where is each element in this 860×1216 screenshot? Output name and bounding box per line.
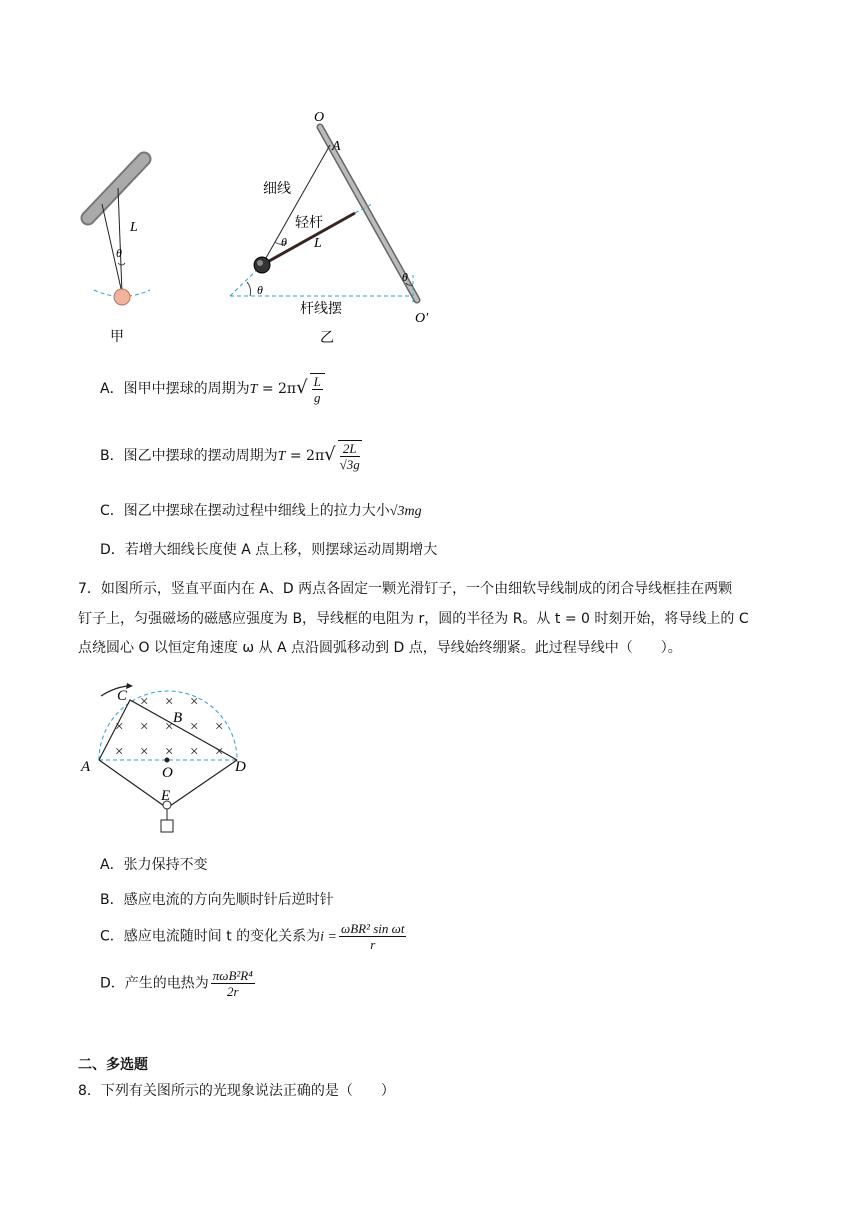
rod [88,159,144,218]
q6-option-d: D．若增大细线长度使 A 点上移，则摆球运动周期增大 [100,542,438,558]
pendulum-ball [114,289,130,305]
cross: × [190,744,199,760]
caption-jia: 甲 [110,329,124,345]
q7-option-b: B．感应电流的方向先顺时针后逆时针 [100,892,334,908]
cross: × [140,719,149,735]
figure-jia [70,145,170,350]
label-theta-1: θ [281,235,287,249]
cross: × [165,694,174,710]
label-O-q7: O [162,765,173,781]
label-C: C [117,688,128,704]
cross: × [115,719,124,735]
q8-stem: 8．下列有关图所示的光现象说法正确的是（ ） [78,1083,395,1099]
magnetic-field-crosses [115,694,223,760]
cross: × [190,719,199,735]
q7-stem-line2: 钉子上，匀强磁场的磁感应强度为 B，导线框的电阻为 r，圆的半径为 R。从 t = 0 时刻开始，将导线上的 C [78,611,749,627]
label-B: B [173,710,183,726]
cross: × [215,719,224,735]
q7-option-a: A．张力保持不变 [100,857,208,873]
cross: × [140,694,149,710]
caption-yi: 乙 [320,330,334,346]
label-O: O [314,110,325,125]
cross: × [190,694,199,710]
q7-stem-line3: 点绕圆心 O 以恒定角速度 ω 从 A 点沿圆弧移动到 D 点，导线始终绷紧。此过程导线中（ ）。 [78,640,682,656]
cross: × [165,744,174,760]
cross: × [215,744,224,760]
label-L: L [130,220,138,235]
q6-option-c: C．图乙中摆球在摆动过程中细线上的拉力大小√3mg [100,503,422,519]
label-O-prime: O′ [415,311,429,326]
q6-option-b: B．图乙中摆球的摆动周期为T = 2π√ $\frac{2L}{√3g}$ [100,441,360,472]
figure-yi [225,105,450,350]
label-qinggan: 轻杆 [295,215,323,231]
cross: × [165,719,174,735]
q6-option-a: A．图甲中摆球的周期为T = 2π√ $\frac{L}{g}$ [100,373,327,405]
cross: × [140,744,149,760]
label-theta-2: θ [257,283,263,297]
weight-block [161,820,173,832]
label-D-q7: D [235,759,246,775]
label-L-yi: L [314,236,322,251]
q7-stem-line1: 7．如图所示，竖直平面内在 A、D 两点各固定一颗光滑钉子，一个由细软导线制成的闭合导线框挂在两颗 [78,581,733,597]
label-ganxianbai: 杆线摆 [300,301,342,317]
section-title: 二、多选题 [78,1057,148,1073]
figure-q7 [75,680,275,840]
cross: × [115,744,124,760]
label-theta: θ [116,246,122,260]
label-xixian: 细线 [263,181,291,197]
label-theta-3: θ [402,270,408,284]
q7-option-c: C．感应电流随时间 t 的变化关系为i = $\frac{\text{ωBR² sin ωt}}{r}$ [100,921,405,952]
label-A-q7: A [81,759,91,775]
label-A: A [332,139,341,154]
label-E: E [161,788,171,804]
q7-option-d: D．产生的电热为 $\frac{\text{πωB²R⁴}}{2r}$ [100,968,253,999]
